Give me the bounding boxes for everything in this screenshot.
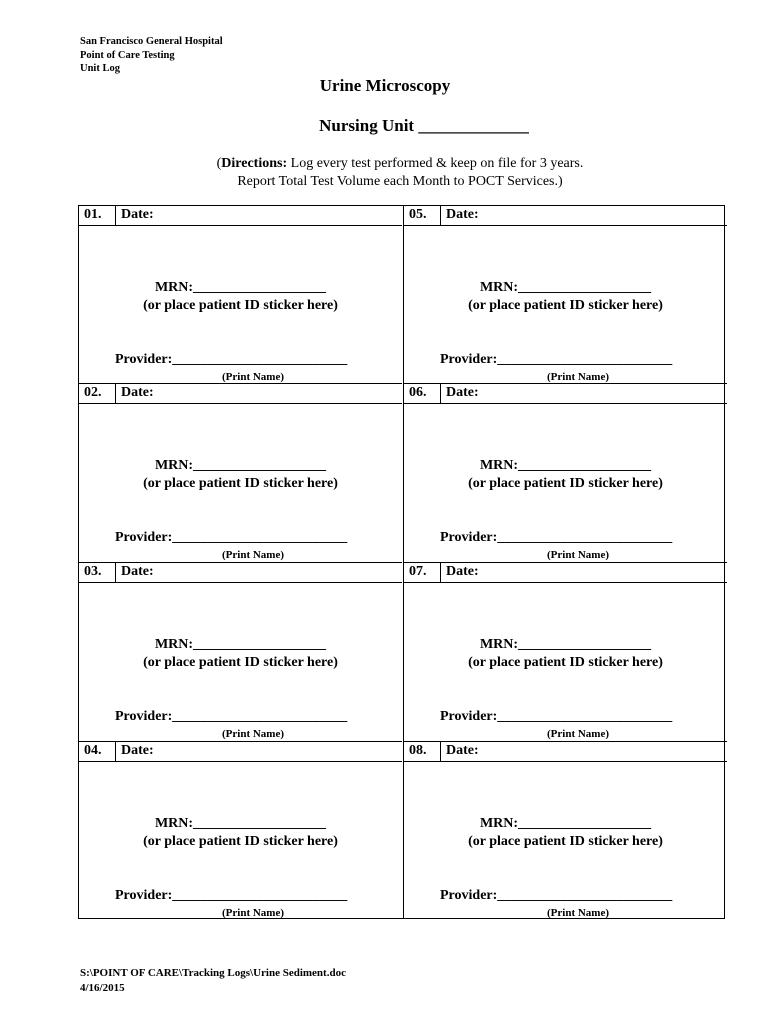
- footer: [80, 966, 346, 996]
- date-row: [79, 384, 402, 404]
- log-entry-04: [79, 741, 402, 920]
- number-divider: [115, 563, 116, 582]
- log-entry-06: [404, 383, 727, 562]
- mrn-field: MRN:___________________: [479, 637, 652, 652]
- date-row: [404, 563, 727, 583]
- date-label: Date:: [121, 564, 154, 579]
- provider-field: Provider:_________________________: [440, 352, 673, 367]
- date-label: Date:: [121, 385, 154, 400]
- department-name: Point of Care Testing: [80, 49, 175, 61]
- mrn-field: MRN:___________________: [479, 458, 652, 473]
- log-entry-01: [79, 206, 402, 384]
- log-grid: [78, 205, 725, 919]
- log-entry-08: [404, 741, 727, 920]
- number-divider: [440, 206, 441, 225]
- number-divider: [440, 742, 441, 761]
- directions-line2: Report Total Test Volume each Month to POCT Services.): [237, 174, 563, 189]
- directions-text: (Directions: Log every test performed & keep on file for 3 years. Report Total Test Volume each Month to POCT Services.): [0, 155, 770, 191]
- number-divider: [115, 742, 116, 761]
- sticker-instruction: (or place patient ID sticker here): [143, 834, 338, 849]
- provider-field: Provider:_________________________: [115, 888, 348, 903]
- provider-field: Provider:_________________________: [115, 530, 348, 545]
- log-entry-05: [404, 206, 727, 384]
- mrn-field: MRN:___________________: [479, 816, 652, 831]
- mrn-field: MRN:___________________: [154, 458, 327, 473]
- directions-label: Directions:: [221, 156, 288, 171]
- print-name-hint: (Print Name): [222, 728, 285, 740]
- sticker-instruction: (or place patient ID sticker here): [143, 476, 338, 491]
- date-row: [404, 206, 727, 226]
- provider-field: Provider:_________________________: [440, 888, 673, 903]
- document-type: Unit Log: [80, 63, 120, 74]
- sticker-instruction: (or place patient ID sticker here): [468, 298, 663, 313]
- date-label: Date:: [446, 564, 479, 579]
- provider-field: Provider:_________________________: [440, 709, 673, 724]
- number-divider: [115, 384, 116, 403]
- sticker-instruction: (or place patient ID sticker here): [468, 834, 663, 849]
- footer-date: 4/16/2015: [80, 982, 125, 994]
- date-row: [79, 206, 402, 226]
- footer-file-path: S:\POINT OF CARE\Tracking Logs\Urine Sediment.doc: [80, 967, 346, 979]
- entry-number: 06.: [409, 385, 427, 400]
- sticker-instruction: (or place patient ID sticker here): [468, 655, 663, 670]
- mrn-field: MRN:___________________: [479, 280, 652, 295]
- nursing-unit-field: Nursing Unit _____________: [319, 116, 529, 135]
- date-label: Date:: [446, 207, 479, 222]
- mrn-field: MRN:___________________: [154, 816, 327, 831]
- entry-number: 05.: [409, 207, 427, 222]
- entry-number: 03.: [84, 564, 102, 579]
- entry-number: 04.: [84, 743, 102, 758]
- provider-field: Provider:_________________________: [115, 709, 348, 724]
- print-name-hint: (Print Name): [547, 728, 610, 740]
- log-entry-02: [79, 383, 402, 562]
- date-label: Date:: [121, 207, 154, 222]
- entry-number: 02.: [84, 385, 102, 400]
- print-name-hint: (Print Name): [547, 549, 610, 561]
- mrn-field: MRN:___________________: [154, 280, 327, 295]
- sticker-instruction: (or place patient ID sticker here): [468, 476, 663, 491]
- sticker-instruction: (or place patient ID sticker here): [143, 298, 338, 313]
- print-name-hint: (Print Name): [222, 371, 285, 383]
- form-header: [80, 35, 223, 76]
- provider-field: Provider:_________________________: [440, 530, 673, 545]
- print-name-hint: (Print Name): [222, 907, 285, 919]
- date-label: Date:: [121, 743, 154, 758]
- date-row: [404, 384, 727, 404]
- log-entry-03: [79, 562, 402, 741]
- number-divider: [115, 206, 116, 225]
- date-label: Date:: [446, 743, 479, 758]
- date-label: Date:: [446, 385, 479, 400]
- number-divider: [440, 384, 441, 403]
- provider-field: Provider:_________________________: [115, 352, 348, 367]
- hospital-name: San Francisco General Hospital: [80, 36, 223, 47]
- date-row: [79, 563, 402, 583]
- directions-line1: Log every test performed & keep on file for 3 years.: [287, 156, 584, 171]
- log-entry-07: [404, 562, 727, 741]
- number-divider: [440, 563, 441, 582]
- page-title: Urine Microscopy: [319, 76, 451, 95]
- print-name-hint: (Print Name): [547, 907, 610, 919]
- entry-number: 07.: [409, 564, 427, 579]
- date-row: [79, 742, 402, 762]
- sticker-instruction: (or place patient ID sticker here): [143, 655, 338, 670]
- print-name-hint: (Print Name): [547, 371, 610, 383]
- mrn-field: MRN:___________________: [154, 637, 327, 652]
- date-row: [404, 742, 727, 762]
- entry-number: 08.: [409, 743, 427, 758]
- entry-number: 01.: [84, 207, 102, 222]
- print-name-hint: (Print Name): [222, 549, 285, 561]
